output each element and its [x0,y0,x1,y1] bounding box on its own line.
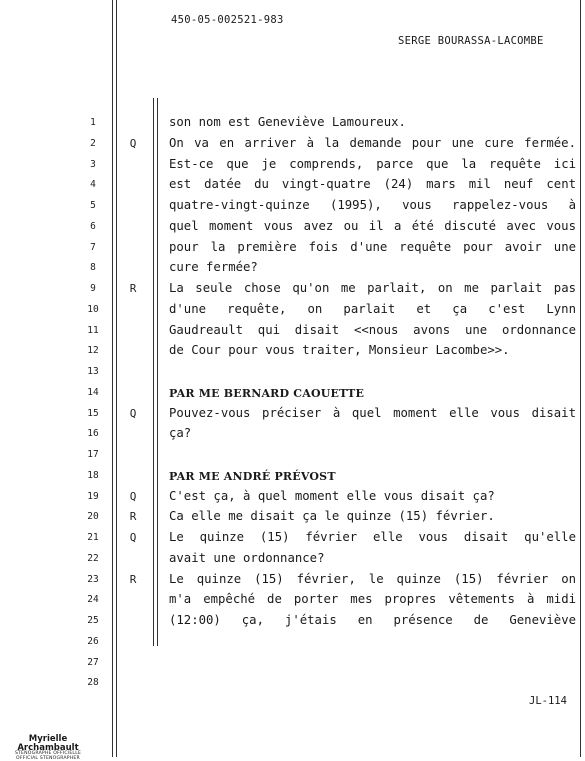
line-number: 24 [87,594,99,606]
transcript-line: quel moment vous avez ou il a été discuté avec vous [169,218,576,233]
transcript-line: de Cour pour vous traiter, Monsieur Lacombe>>. [169,343,510,358]
file-number: 450-05-002521-983 [171,14,284,26]
speaker-marker: Q [129,531,137,544]
right-margin-rule [580,0,581,757]
line-number: 8 [90,262,96,274]
transcript-line: Gaudreault qui disait <<nous avons une ordonnance [169,322,576,337]
transcript-line: pour la première fois d'une requête pour avoir une [169,239,576,254]
speaker-marker: R [129,572,137,586]
speaker-marker: Q [129,136,137,150]
transcript-line: ça? [169,426,192,441]
transcript-line: est datée du vingt-quatre (24) mars mil neuf cent [169,177,576,192]
line-number: 9 [90,283,96,294]
left-margin-rule-inner [116,0,117,757]
examiner-heading: PAR ME ANDRÉ PRÉVOST [169,469,336,483]
line-number: 1 [90,117,96,128]
stenographer-title-fr: STÉNOGRAPHE OFFICIELLE [14,751,82,756]
line-number: 6 [90,220,96,232]
line-number: 11 [87,324,99,336]
stenographer-title-en: OFFICIAL STENOGRAPHER [16,755,80,761]
speaker-marker: Q [129,406,137,420]
transcript-line: quatre-vingt-quinze (1995), vous rappelez-vous à [169,198,576,212]
transcript-line: Ca elle me disait ça le quinze (15) février. [169,509,495,524]
transcript-line: cure fermée? [169,260,258,275]
left-margin-rule [112,0,113,757]
transcript-line: C'est ça, à quel moment elle vous disait ça? [169,488,495,503]
transcript-line: m'a empêché de porter mes propres vêtements à midi [169,592,576,607]
line-number: 4 [90,179,96,191]
line-number: 16 [87,428,99,440]
transcript-line: Le quinze (15) février elle vous disait qu'elle [169,530,576,544]
transcript-line: son nom est Geneviève Lamoureux. [169,115,406,129]
line-number: 5 [90,200,96,211]
transcript-line: La seule chose qu'on me parlait, on me parlait pas [169,281,576,295]
line-number: 2 [90,137,96,149]
line-number: 22 [87,552,99,564]
speaker-marker: Q [129,489,137,503]
line-number: 27 [87,656,99,668]
line-number: 7 [90,241,96,253]
speaker-marker: R [129,282,137,295]
line-number: 12 [87,345,99,357]
line-number: 20 [87,511,99,523]
line-number: 26 [87,635,99,647]
line-number: 10 [87,303,99,315]
line-number: 23 [87,573,99,585]
transcript-line: (12:00) ça, j'étais en présence de Geneviève [169,613,576,627]
line-number: 25 [87,615,99,626]
transcript-line: Le quinze (15) février, le quinze (15) février on [169,571,576,586]
transcript-line: avait une ordonnance? [169,550,325,565]
line-number: 28 [87,677,99,689]
examiner-heading: PAR ME BERNARD CAOUETTE [169,386,365,400]
transcript-line: d'une requête, on parlait et ça c'est Lynn [169,301,576,316]
line-number: 17 [87,449,99,460]
stenographer-name: Myrielle Archambault [17,734,79,753]
transcript-line: Est-ce que je comprends, parce que la requête ici [169,156,576,171]
page-code: JL-114 [529,695,567,707]
line-number: 19 [87,490,99,502]
line-number: 15 [87,407,99,419]
transcript-line: Pouvez-vous préciser à quel moment elle vous disait [169,405,576,420]
line-number: 21 [87,532,99,543]
witness-name: SERGE BOURASSA-LACOMBE [398,35,544,47]
transcript-line: On va en arriver à la demande pour une cure fermée. [169,135,576,150]
line-number: 3 [90,158,96,170]
text-margin-rule-inner [157,98,158,646]
speaker-marker: R [129,510,137,524]
line-number: 13 [87,366,99,377]
stenographer-stamp [3,735,93,761]
text-margin-rule [153,98,154,646]
line-number: 14 [87,386,99,398]
line-number: 18 [87,469,99,481]
